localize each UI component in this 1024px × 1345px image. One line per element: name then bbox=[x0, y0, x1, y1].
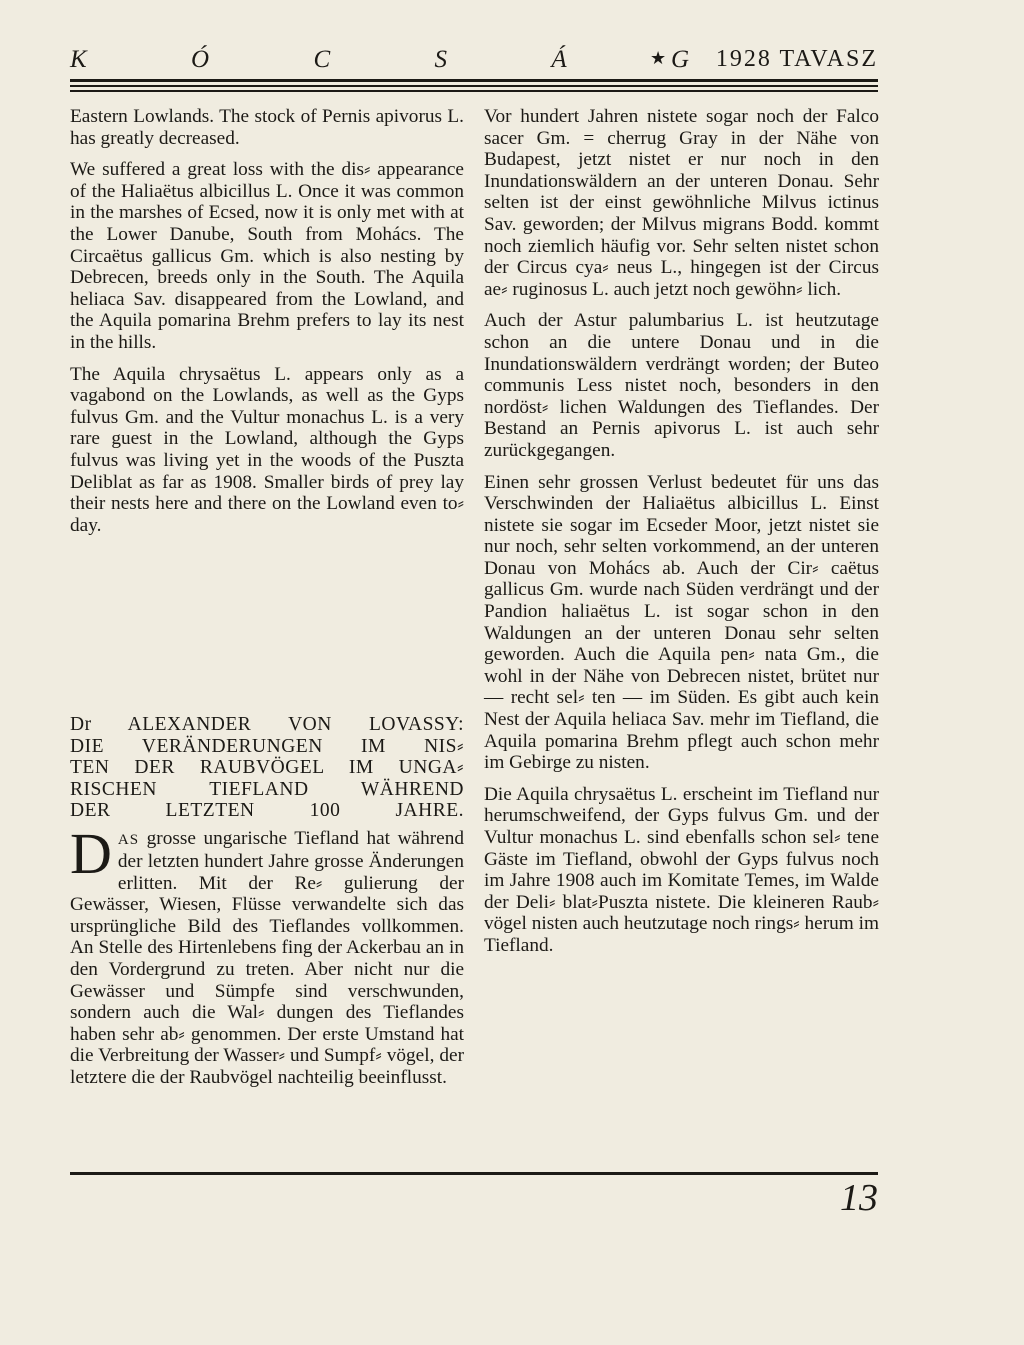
title-letter: G bbox=[670, 46, 690, 73]
german-intro-paragraph bbox=[70, 820, 464, 1089]
paragraph: Einen sehr grossen Verlust bedeutet für uns das Verschwinden der Haliaëtus albicillus L. Einst nistete sie sogar im Ecseder Moor, jetzt nistet sie nur noch, sehr selten vorkommend, an der unteren Donau von Mohács ab. Auch der Cir⸗ caëtus gallicus Gm. wurde nach Süden verdrängt und der Pandion haliaëtus L. ist sogar schon in den Waldungen an der unteren Donau sehr selten geworden. Auch die Aquila pen⸗ nata Gm., die wohl in der Nähe von Debrecen nistet, brütet nur — recht sel⸗ ten — im Süden. Es gibt auch kein Nest der Aquila heliaca Sav. mehr im Tiefland, die Aquila pomarina Brehm pflegt auch schon mehr im Gebirge zu nisten. bbox=[484, 471, 879, 774]
heading-line: DIE VERÄNDERUNGEN IM NIS⸗ bbox=[70, 735, 464, 757]
paragraph: The Aquila chrysaëtus L. appears only as a vagabond on the Lowlands, as well as the Gyps fulvus Gm. and the Vultur monachus L. is a very rare guest in the Lowland, although the Gyps fulvus was living yet in the woods of the Puszta Deliblat as far as 1908. Smaller birds of prey lay their nests here and there on the Lowland even to⸗day. bbox=[70, 363, 464, 536]
left-column bbox=[70, 106, 464, 546]
title-letter: S bbox=[434, 46, 448, 73]
heading-line: ALEXANDER VON LOVASSY: bbox=[127, 714, 464, 735]
issue-season: 1928 TAVASZ bbox=[715, 46, 878, 72]
paragraph: Vor hundert Jahren nistete sogar noch der Falco sacer Gm. = cherrug Gray in der Nähe von Budapest, jetzt nistet er nur noch in den Inundationswäldern an der unteren Donau. Sehr selten ist der einst gewöhnliche Milvus ictinus Sav. geworden; der Milvus migrans Bodd. kommt noch ziemlich häufig vor. Sehr selten nistet schon der Circus cya⸗ neus L., hingegen ist der Circus ae⸗ ruginosus L. auch jetzt noch gewöhn⸗ lich. bbox=[484, 106, 879, 300]
title-letter: K bbox=[70, 46, 88, 73]
header-rule bbox=[70, 85, 878, 87]
right-column bbox=[484, 106, 879, 967]
page-number: 13 bbox=[840, 1177, 878, 1219]
small-caps: AS bbox=[117, 831, 140, 848]
heading-line: TEN DER RAUBVÖGEL IM UNGA⸗ bbox=[70, 757, 464, 778]
header-rule bbox=[70, 90, 878, 92]
paragraph: Auch der Astur palumbarius L. ist heutzutage schon an die untere Donau und in die Inundationswäldern verdrängt worden; der Buteo communis Less nistet noch, besonders in den nordöst⸗ lichen Waldungen des Tieflandes. Der Bestand an Pernis apivorus L. ist auch sehr zurückgegangen. bbox=[484, 310, 879, 461]
header-rule bbox=[70, 79, 878, 82]
article-heading bbox=[70, 714, 464, 1089]
author-title: Dr bbox=[70, 714, 92, 735]
paragraph: Die Aquila chrysaëtus L. erscheint im Tiefland nur herumschweifend, der Gyps fulvus Gm. und der Vultur monachus L. sind ebenfalls schon sel⸗ tene Gäste im Tiefland, obwohl der Gyps fulvus noch im Jahre 1908 auch im Komitate Temes, im Walde der Deli⸗ blat⸗Puszta nistete. Die kleineren Raub⸗ vögel nisten auch heutzutage noch rings⸗ herum im Tiefland. bbox=[484, 783, 879, 956]
title-letter: C bbox=[313, 46, 332, 73]
drop-cap: D bbox=[70, 820, 112, 886]
paragraph-text: grosse ungarische Tiefland hat während der letzten hundert Jahre grosse Änderungen erlitten. Mit der Re⸗ gulierung der Gewässer, Wiesen, Flüsse verwandelte sich das ursprüngliche Bild des Tieflandes vollkommen. An Stelle des Hirtenlebens fing der Ackerbau an in den Vordergrund zu treten. Aber nicht nur die Gewässer und Sümpfe sind verschwunden, sondern auch die Wal⸗ dungen des Tieflandes haben sehr ab⸗ genommen. Der erste Umstand hat die Verbreitung der Wasser⸗ und Sumpf⸗ vögel, der letztere die der Raubvögel nachteilig beeinflusst. bbox=[70, 827, 464, 1089]
footer-rule bbox=[70, 1172, 878, 1175]
journal-title bbox=[70, 46, 690, 74]
title-letter: Á bbox=[551, 46, 568, 73]
heading-line: RISCHEN TIEFLAND WÄHREND bbox=[70, 778, 464, 800]
title-letter: Ó bbox=[191, 46, 211, 73]
paragraph: We suffered a great loss with the dis⸗ appearance of the Haliaëtus albicillus L. Once it was common in the marshes of Ecsed, now it is only met with at the Lower Danube, South from Mohács. The Circaëtus gallicus Gm. which is also nesting by Debrecen, breeds only in the South. The Aquila heliaca Sav. disappeared from the Lowland, and the Aquila pomarina Brehm prefers to lay its nest in the hills. bbox=[70, 159, 464, 353]
star-icon: ★ bbox=[650, 48, 667, 68]
heading-line: DER LETZTEN 100 JAHRE. bbox=[70, 800, 464, 821]
heading-text bbox=[70, 714, 464, 822]
paragraph: Eastern Lowlands. The stock of Pernis apivorus L. has greatly decreased. bbox=[70, 106, 464, 149]
